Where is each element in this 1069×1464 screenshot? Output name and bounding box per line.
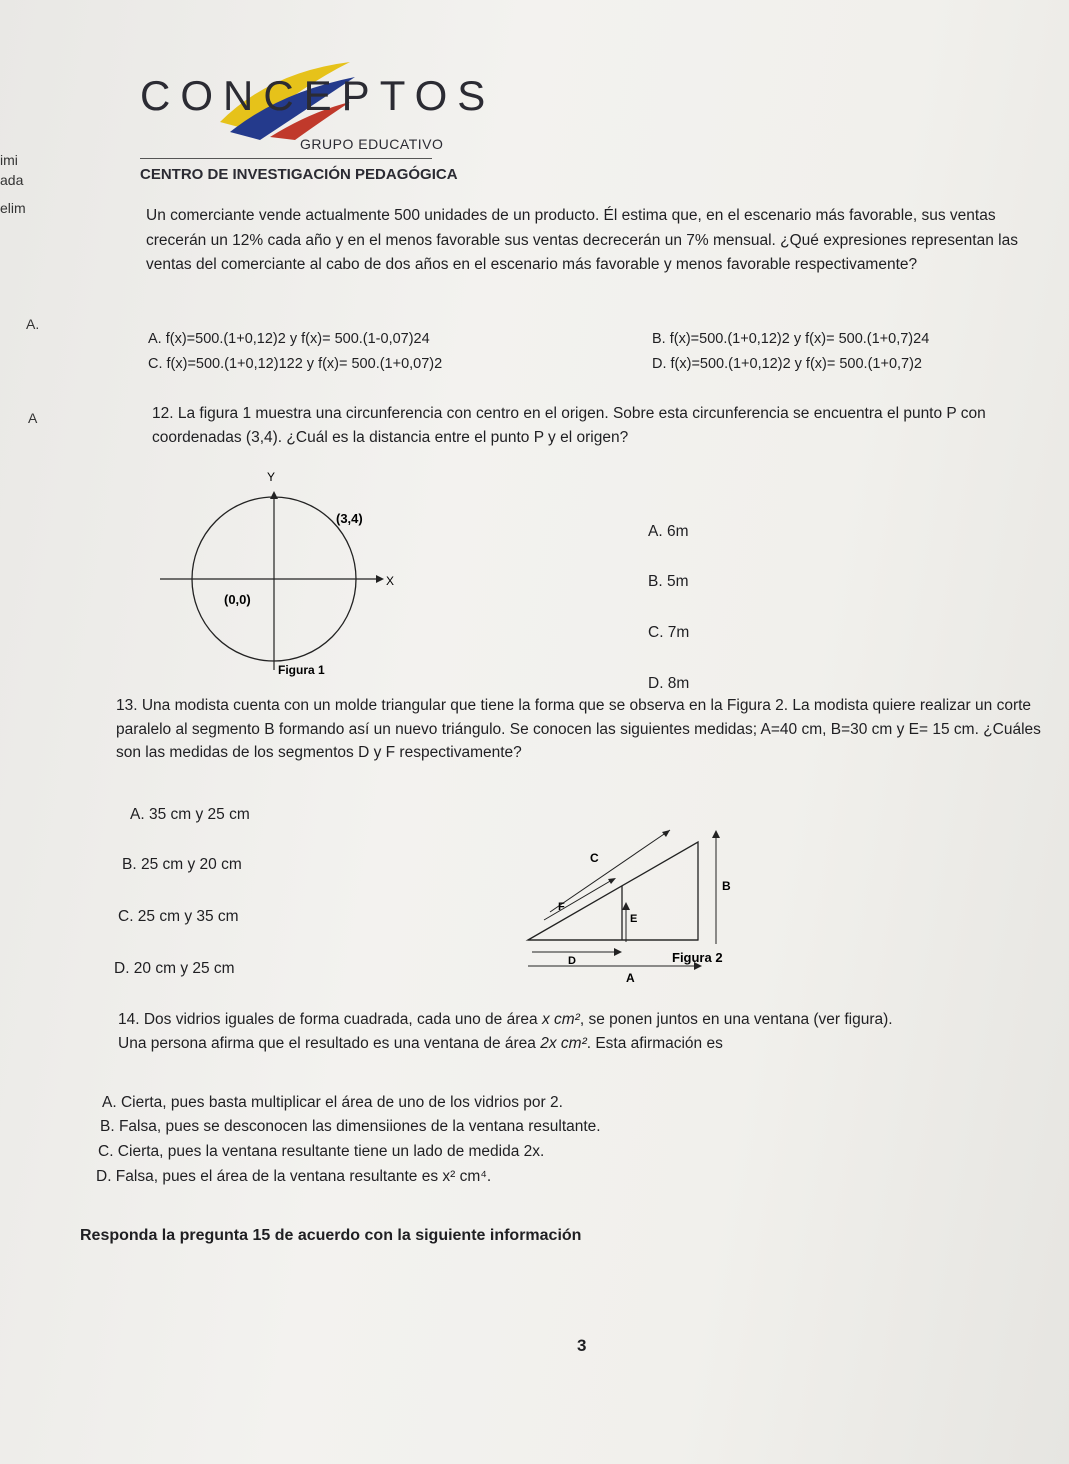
q14-line1-a: 14. Dos vidrios iguales de forma cuadrada, cada uno de área — [118, 1011, 542, 1028]
arrow-f-icon — [608, 878, 616, 884]
arrow-c-icon — [662, 830, 670, 837]
arrow-b-icon — [712, 830, 720, 838]
arrow-e-icon — [622, 902, 630, 910]
center-title: CENTRO DE INVESTIGACIÓN PEDAGÓGICA — [140, 166, 458, 183]
q12-option-a: A. 6m — [648, 523, 689, 540]
label-f: F — [558, 901, 565, 913]
q14-line2-math: 2x cm² — [540, 1035, 587, 1052]
origin-label: (0,0) — [224, 592, 251, 607]
margin-fragment: elim — [0, 200, 26, 216]
intro-option-c: C. f(x)=500.(1+0,12)122 y f(x)= 500.(1+0,07)2 — [148, 356, 443, 372]
y-axis-label: Y — [267, 470, 276, 484]
question-13-text: 13. Una modista cuenta con un molde triangular que tiene la forma que se observa en la Figura 2. La modista quiere realizar un corte paralelo al segmento B formando así un nuevo triángulo. Se conocen las siguientes medidas; A=40 cm, B=30 cm y E= 15 cm. ¿Cuáles son las medidas de los segmentos D y F respectivamente? — [116, 697, 1041, 761]
q14-line1-b: , se ponen juntos en una ventana (ver figura). — [579, 1011, 893, 1028]
q14-option-c: C. Cierta, pues la ventana resultante tiene un lado de medida 2x. — [98, 1143, 545, 1160]
margin-fragment: A — [28, 410, 38, 426]
figure-2 — [520, 810, 760, 990]
intro-option-d: D. f(x)=500.(1+0,12)2 y f(x)= 500.(1+0,7)2 — [652, 356, 922, 372]
q14-option-a: A. Cierta, pues basta multiplicar el área de uno de los vidrios por 2. — [102, 1094, 563, 1111]
intro-question-text: Un comerciante vende actualmente 500 unidades de un producto. Él estima que, en el escenario más favorable, sus ventas crecerán un 12% cada año y en el menos favorable sus ventas decrecerán un 7% mensual. ¿Qué expresiones representan las ventas del comerciante al cabo de dos años en el escenario más favorable y menos favorable respectivamente? — [146, 207, 1018, 273]
label-b: B — [722, 879, 731, 893]
margin-fragment: imi — [0, 152, 18, 168]
question-14-text — [118, 1008, 1063, 1056]
q12-option-b: B. 5m — [648, 573, 689, 590]
point-label: (3,4) — [336, 511, 363, 526]
question-12-text: 12. La figura 1 muestra una circunferencia con centro en el origen. Sobre esta circunferencia se encuentra el punto P con coordenadas (3,4). ¿Cuál es la distancia entre el punto P y el origen? — [152, 405, 986, 446]
label-d: D — [568, 955, 576, 967]
margin-fragment: A. — [26, 316, 40, 332]
large-triangle — [528, 842, 698, 940]
q14-line2-b: . Esta afirmación es — [586, 1035, 723, 1052]
figure-1-caption: Figura 1 — [278, 663, 325, 677]
label-a: A — [626, 971, 635, 985]
q14-line2-a: Una persona afirma que el resultado es una ventana de área — [118, 1035, 541, 1052]
q12-option-d: D. 8m — [648, 675, 690, 692]
q13-option-c: C. 25 cm y 35 cm — [118, 908, 239, 925]
intro-option-a: A. f(x)=500.(1+0,12)2 y f(x)= 500.(1-0,07)24 — [148, 331, 430, 347]
margin-fragment: ada — [0, 172, 24, 188]
y-axis-arrow-icon — [270, 491, 278, 499]
arrow-d-icon — [614, 948, 622, 956]
x-axis-arrow-icon — [376, 575, 384, 583]
logo-wordmark: CONCEPTOS — [140, 72, 496, 119]
q13-option-d: D. 20 cm y 25 cm — [114, 960, 235, 977]
x-axis-label: X — [386, 574, 395, 588]
page-number: 3 — [577, 1336, 587, 1355]
intro-option-b: B. f(x)=500.(1+0,12)2 y f(x)= 500.(1+0,7)24 — [652, 331, 930, 347]
logo-subtitle: GRUPO EDUCATIVO — [300, 136, 444, 152]
header-divider — [140, 158, 432, 159]
q14-option-b: B. Falsa, pues se desconocen las dimensiiones de la ventana resultante. — [100, 1118, 601, 1135]
q12-option-c: C. 7m — [648, 624, 690, 641]
q15-intro: Responda la pregunta 15 de acuerdo con la siguiente información — [80, 1227, 582, 1244]
q14-option-d: D. Falsa, pues el área de la ventana resultante es x² cm⁴. — [96, 1168, 492, 1185]
q14-line1-math: x cm² — [541, 1011, 580, 1028]
q13-option-b: B. 25 cm y 20 cm — [122, 856, 242, 873]
q13-option-a: A. 35 cm y 25 cm — [130, 806, 250, 823]
label-e: E — [630, 913, 638, 925]
figure-1 — [150, 465, 400, 695]
figure-2-caption: Figura 2 — [672, 950, 723, 965]
label-c: C — [590, 851, 599, 865]
